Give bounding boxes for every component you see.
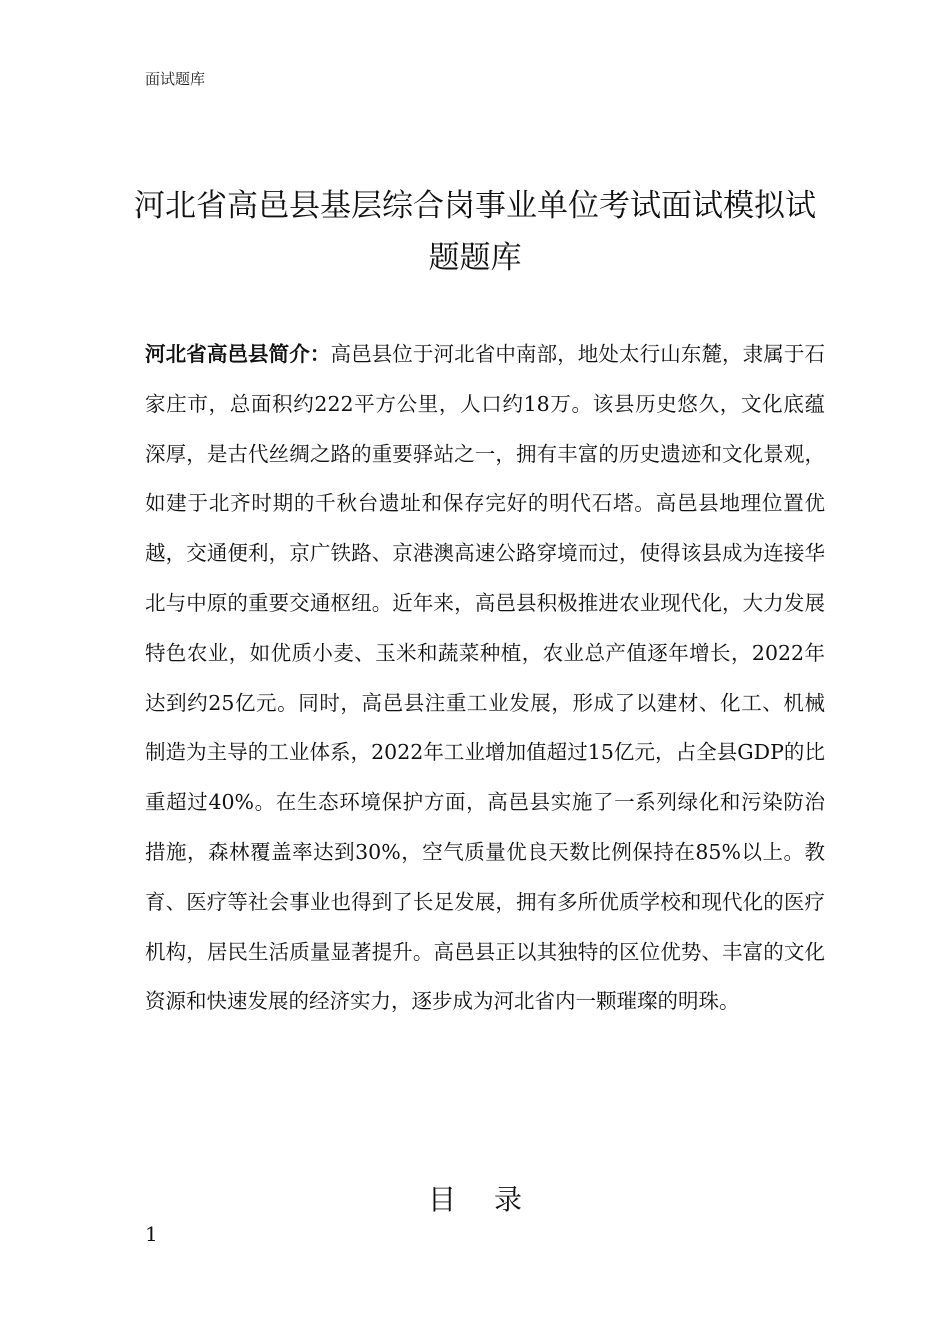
running-header: 面试题库 <box>145 70 206 88</box>
toc-heading: 目录 <box>427 1183 560 1216</box>
page-number: 1 <box>145 1222 158 1246</box>
intro-lead: 河北省高邑县简介： <box>145 342 331 366</box>
document-title: 河北省高邑县基层综合岗事业单位考试面试模拟试题题库 <box>134 188 816 276</box>
intro-body: 高邑县位于河北省中南部，地处太行山东麓，隶属于石家庄市，总面积约222平方公里，人口约18万。该县历史悠久，文化底蕴深厚，是古代丝绸之路的重要驿站之一，拥有丰富的历史遗迹和文化景观，如建于北齐时期的千秋台遗址和保存完好的明代石塔。高邑县地理位置优越，交通便利，京广铁路、京港澳高速公路穿境而过，使得该县成为连接华北与中原的重要交通枢纽。近年来，高邑县积极推进农业现代化，大力发展特色农业，如优质小麦、玉米和蔬菜种植，农业总产值逐年增长，2022年达到约25亿元。同时，高邑县注重工业发展，形成了以建材、化工、机械制造为主导的工业体系，2022年工业增加值超过15亿元，占全县GDP的比重超过40%。在生态环境保护方面，高邑县实施了一系列绿化和污染防治措施，森林覆盖率达到30%，空气质量优良天数比例保持在85%以上。教育、医疗等社会事业也得到了长足发展，拥有多所优质学校和现代化的医疗机构，居民生活质量显著提升。高邑县正以其独特的区位优势、丰富的文化资源和快速发展的经济实力，逐步成为河北省内一颗璀璨的明珠。 <box>145 342 825 1014</box>
intro-paragraph <box>145 330 825 1027</box>
